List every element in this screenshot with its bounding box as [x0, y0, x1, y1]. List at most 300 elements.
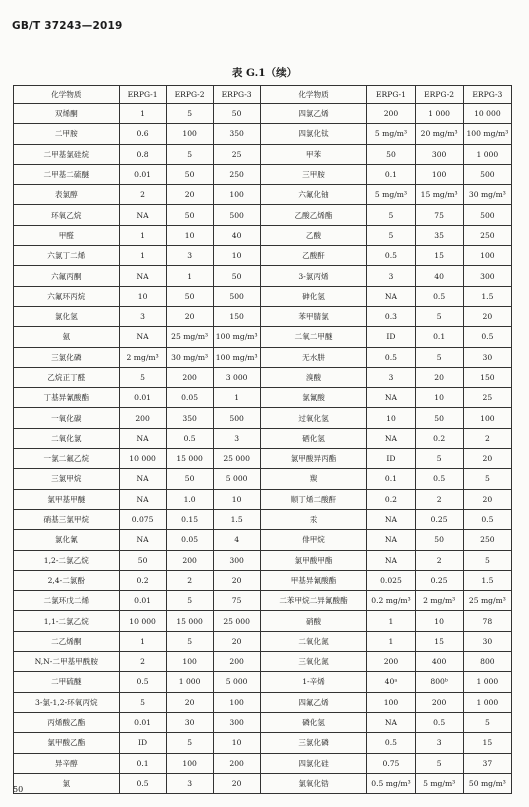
erpg-value-cell: 300 [415, 144, 463, 164]
chemical-name-cell: 3-氯-1,2-环氧丙烷 [14, 692, 120, 712]
chemical-name-cell: 硒化氢 [260, 428, 367, 448]
chemical-name-cell: 二乙烯酮 [14, 631, 120, 651]
chemical-name-cell: 苯甲腈氯 [260, 306, 367, 326]
chemical-name-cell: 二氧化氯 [14, 428, 120, 448]
chemical-name-cell: 氨 [14, 327, 120, 347]
erpg-value-cell: 0.01 [119, 164, 166, 184]
erpg-value-cell: 0.05 [166, 530, 213, 550]
erpg-value-cell: 35 [415, 225, 463, 245]
erpg-value-cell: 0.2 [415, 428, 463, 448]
erpg-value-cell: 500 [213, 286, 260, 306]
erpg-value-cell: 100 [415, 164, 463, 184]
erpg-value-cell: 0.05 [166, 388, 213, 408]
erpg-value-cell: 20 [213, 631, 260, 651]
erpg-value-cell: 200 [367, 104, 415, 124]
table-row [14, 550, 512, 570]
erpg-value-cell: 40ᵃ [367, 672, 415, 692]
erpg-value-cell: 500 [213, 205, 260, 225]
erpg-value-cell: 350 [213, 124, 260, 144]
table-row [14, 652, 512, 672]
chemical-name-cell: 氯甲酸甲酯 [260, 550, 367, 570]
erpg-value-cell: 0.2 mg/m³ [367, 591, 415, 611]
erpg-value-cell: 0.1 [367, 469, 415, 489]
erpg-value-cell: NA [367, 712, 415, 732]
erpg-value-cell: 0.5 [463, 509, 511, 529]
erpg-value-cell: 500 [463, 164, 511, 184]
chemical-name-cell: 羰 [260, 469, 367, 489]
erpg-value-cell: 1.5 [463, 570, 511, 590]
erpg-value-cell: 50 [415, 408, 463, 428]
erpg-value-cell: 30 mg/m³ [166, 347, 213, 367]
erpg-value-cell: 250 [213, 164, 260, 184]
erpg-value-cell: 2 [463, 428, 511, 448]
erpg-value-cell: 3 [119, 306, 166, 326]
erpg-value-cell: 800ᵇ [415, 672, 463, 692]
erpg-value-cell: 1 [367, 611, 415, 631]
erpg-value-cell: 10 000 [119, 611, 166, 631]
erpg-value-cell: NA [367, 550, 415, 570]
erpg-value-cell: 100 [213, 185, 260, 205]
erpg-value-cell: 0.1 [119, 753, 166, 773]
erpg-value-cell: NA [119, 205, 166, 225]
erpg-value-cell: 400 [415, 652, 463, 672]
erpg-value-cell: 10 [213, 733, 260, 753]
chemical-name-cell: 乙酸乙烯酯 [260, 205, 367, 225]
erpg-value-cell: 10 000 [463, 104, 511, 124]
erpg-value-cell: 0.25 [415, 509, 463, 529]
erpg-value-cell: 0.6 [119, 124, 166, 144]
table-row [14, 692, 512, 712]
erpg-value-cell: 40 [415, 266, 463, 286]
erpg-value-cell: 2 [415, 550, 463, 570]
table-row [14, 205, 512, 225]
erpg-value-cell: NA [119, 327, 166, 347]
erpg-value-cell: NA [367, 428, 415, 448]
erpg-value-cell: 200 [213, 753, 260, 773]
erpg-value-cell: 2 [119, 652, 166, 672]
erpg-value-cell: 1.5 [213, 509, 260, 529]
erpg-value-cell: NA [367, 388, 415, 408]
column-header: ERPG-2 [166, 86, 213, 104]
erpg-value-cell: 0.5 mg/m³ [367, 773, 415, 793]
erpg-value-cell: 50 [166, 164, 213, 184]
erpg-value-cell: 20 [463, 449, 511, 469]
erpg-value-cell: 2 mg/m³ [119, 347, 166, 367]
chemical-name-cell: 双烯酮 [14, 104, 120, 124]
chemical-name-cell: 氯氧化锆 [260, 773, 367, 793]
erpg-value-cell: 1 000 [166, 672, 213, 692]
erpg-value-cell: 20 [213, 773, 260, 793]
erpg-value-cell: 1 [119, 104, 166, 124]
chemical-name-cell: 氯氰酸 [260, 388, 367, 408]
erpg-value-cell: 200 [213, 652, 260, 672]
erpg-value-cell: 0.2 [119, 570, 166, 590]
erpg-value-cell: NA [119, 530, 166, 550]
chemical-name-cell: 异辛醇 [14, 753, 120, 773]
chemical-name-cell: 硝基三氯甲烷 [14, 509, 120, 529]
erpg-value-cell: 20 [213, 570, 260, 590]
chemical-name-cell: 三氯化磷 [260, 733, 367, 753]
erpg-value-cell: NA [119, 428, 166, 448]
chemical-name-cell: 氯甲酸乙酯 [14, 733, 120, 753]
chemical-name-cell: 3-氯丙烯 [260, 266, 367, 286]
erpg-value-cell: NA [367, 286, 415, 306]
table-row [14, 327, 512, 347]
erpg-value-cell: 5 [119, 367, 166, 387]
erpg-value-cell: 78 [463, 611, 511, 631]
erpg-value-cell: 5 000 [213, 672, 260, 692]
table-row [14, 733, 512, 753]
erpg-value-cell: NA [119, 266, 166, 286]
chemical-name-cell: 氯化氰 [14, 530, 120, 550]
chemical-name-cell: 二氧化氮 [260, 631, 367, 651]
erpg-value-cell: 10 [213, 246, 260, 266]
erpg-value-cell: 15 [463, 733, 511, 753]
erpg-value-cell: 300 [213, 550, 260, 570]
erpg-value-cell: 5 [166, 591, 213, 611]
table-row [14, 367, 512, 387]
erpg-value-cell: 37 [463, 753, 511, 773]
erpg-value-cell: 200 [415, 692, 463, 712]
erpg-value-cell: 3 [213, 428, 260, 448]
table-row [14, 286, 512, 306]
erpg-value-cell: 5 [166, 104, 213, 124]
erpg-value-cell: 3 000 [213, 367, 260, 387]
erpg-value-cell: 25 000 [213, 449, 260, 469]
chemical-name-cell: 溴酸 [260, 367, 367, 387]
erpg-value-cell: 10 [213, 489, 260, 509]
erpg-value-cell: 1 000 [463, 144, 511, 164]
erpg-value-cell: 15 [415, 631, 463, 651]
erpg-value-cell: 1 [166, 266, 213, 286]
erpg-value-cell: 500 [463, 205, 511, 225]
erpg-value-cell: 2 [415, 489, 463, 509]
erpg-value-cell: 50 [213, 266, 260, 286]
erpg-value-cell: 5 [463, 469, 511, 489]
erpg-value-cell: 100 [166, 124, 213, 144]
chemical-name-cell: 氯甲基甲醚 [14, 489, 120, 509]
chemical-name-cell: 二苯甲烷二异氰酸酯 [260, 591, 367, 611]
chemical-name-cell: 氯甲酸异丙酯 [260, 449, 367, 469]
erpg-value-cell: 5 [415, 449, 463, 469]
erpg-value-cell: 20 [463, 489, 511, 509]
erpg-value-cell: 200 [119, 408, 166, 428]
chemical-name-cell: 一氯二氟乙烷 [14, 449, 120, 469]
chemical-name-cell: 六氟化铀 [260, 185, 367, 205]
chemical-name-cell: 甲苯 [260, 144, 367, 164]
erpg-value-cell: 5 [119, 692, 166, 712]
table-row [14, 773, 512, 793]
erpg-value-cell: 0.01 [119, 591, 166, 611]
erpg-value-cell: 10 [415, 388, 463, 408]
table-row [14, 489, 512, 509]
erpg-value-cell: 75 [213, 591, 260, 611]
erpg-value-cell: 0.2 [367, 489, 415, 509]
table-row [14, 570, 512, 590]
erpg-value-cell: 0.3 [367, 306, 415, 326]
erpg-value-cell: 40 [213, 225, 260, 245]
column-header: 化学物质 [14, 86, 120, 104]
table-row [14, 672, 512, 692]
chemical-name-cell: 1-辛烯 [260, 672, 367, 692]
erpg-value-cell: 200 [166, 550, 213, 570]
table-row [14, 753, 512, 773]
chemical-name-cell: 乙烷正丁醛 [14, 367, 120, 387]
erpg-value-cell: 50 [367, 144, 415, 164]
table-row [14, 611, 512, 631]
table-row [14, 509, 512, 529]
erpg-value-cell: 100 [166, 753, 213, 773]
erpg-value-cell: 0.1 [415, 327, 463, 347]
chemical-name-cell: 一氧化碳 [14, 408, 120, 428]
erpg-value-cell: 5 [463, 550, 511, 570]
table-row [14, 306, 512, 326]
chemical-name-cell: 氯 [14, 773, 120, 793]
table-row [14, 428, 512, 448]
table-row [14, 246, 512, 266]
chemical-name-cell: 六氟丙酮 [14, 266, 120, 286]
erpg-value-cell: 0.5 [463, 327, 511, 347]
erpg-value-cell: 3 [166, 773, 213, 793]
erpg-value-cell: 15 [415, 246, 463, 266]
erpg-value-cell: 30 mg/m³ [463, 185, 511, 205]
table-row [14, 124, 512, 144]
erpg-value-cell: 50 mg/m³ [463, 773, 511, 793]
chemical-name-cell: 砷化氢 [260, 286, 367, 306]
erpg-value-cell: 5 [367, 225, 415, 245]
erpg-value-cell: 3 [166, 246, 213, 266]
chemical-name-cell: 二甲胺 [14, 124, 120, 144]
table-row [14, 469, 512, 489]
chemical-name-cell: 四氯乙烯 [260, 104, 367, 124]
erpg-value-cell: 4 [213, 530, 260, 550]
erpg-value-cell: 1 [119, 225, 166, 245]
chemical-name-cell: 六氟环丙烷 [14, 286, 120, 306]
erpg-value-cell: 5 [166, 631, 213, 651]
erpg-value-cell: 300 [463, 266, 511, 286]
table-row [14, 144, 512, 164]
erpg-value-cell: 5 [415, 347, 463, 367]
erpg-value-cell: 5 [415, 753, 463, 773]
erpg-value-cell: 20 [166, 306, 213, 326]
table-body [14, 104, 512, 794]
erpg-value-cell: 20 [166, 692, 213, 712]
chemical-name-cell: 汞 [260, 509, 367, 529]
erpg-value-cell: 5 mg/m³ [415, 773, 463, 793]
erpg-value-cell: 2 [119, 185, 166, 205]
erpg-value-cell: 3 [415, 733, 463, 753]
erpg-value-cell: 150 [463, 367, 511, 387]
erpg-value-cell: 500 [213, 408, 260, 428]
chemical-name-cell: 俳甲烷 [260, 530, 367, 550]
erpg-value-cell: 250 [463, 225, 511, 245]
erpg-value-cell: 5 000 [213, 469, 260, 489]
chemical-name-cell: 磷化氢 [260, 712, 367, 732]
erpg-value-cell: 5 [415, 306, 463, 326]
table-row [14, 408, 512, 428]
chemical-name-cell: 三氯化磷 [14, 347, 120, 367]
erpg-value-cell: 15 000 [166, 611, 213, 631]
erpg-value-cell: ID [367, 327, 415, 347]
chemical-name-cell: 乙酸 [260, 225, 367, 245]
erpg-value-cell: 0.5 [367, 347, 415, 367]
chemical-name-cell: 四氟乙烯 [260, 692, 367, 712]
erpg-value-cell: 10 [166, 225, 213, 245]
erpg-value-cell: 75 [415, 205, 463, 225]
chemical-name-cell: 甲基异氰酸酯 [260, 570, 367, 590]
erpg-value-cell: 25 [213, 144, 260, 164]
erpg-value-cell: 1 [367, 631, 415, 651]
erpg-value-cell: 1 [213, 388, 260, 408]
erpg-table [13, 85, 512, 794]
erpg-value-cell: 20 [415, 367, 463, 387]
erpg-value-cell: 1 [119, 631, 166, 651]
chemical-name-cell: 丁基异氰酸酯 [14, 388, 120, 408]
erpg-value-cell: 10 000 [119, 449, 166, 469]
erpg-value-cell: 20 [166, 185, 213, 205]
erpg-value-cell: 2 [166, 570, 213, 590]
erpg-value-cell: 50 [119, 550, 166, 570]
standard-number: GB/T 37243—2019 [12, 20, 123, 32]
erpg-value-cell: 25 mg/m³ [463, 591, 511, 611]
erpg-value-cell: 15 mg/m³ [415, 185, 463, 205]
chemical-name-cell: 过氧化氢 [260, 408, 367, 428]
erpg-value-cell: 0.075 [119, 509, 166, 529]
column-header: ERPG-2 [415, 86, 463, 104]
erpg-value-cell: 30 [463, 631, 511, 651]
chemical-name-cell: 四氯化钛 [260, 124, 367, 144]
erpg-value-cell: 1 [119, 246, 166, 266]
chemical-name-cell: 乙酸酐 [260, 246, 367, 266]
erpg-value-cell: 0.5 [367, 733, 415, 753]
erpg-value-cell: 1.5 [463, 286, 511, 306]
erpg-value-cell: 3 [367, 266, 415, 286]
erpg-value-cell: 200 [367, 652, 415, 672]
erpg-value-cell: 0.01 [119, 712, 166, 732]
erpg-value-cell: 50 [415, 530, 463, 550]
table-row [14, 449, 512, 469]
erpg-value-cell: 100 mg/m³ [213, 347, 260, 367]
chemical-name-cell: 甲醛 [14, 225, 120, 245]
erpg-value-cell: 5 mg/m³ [367, 185, 415, 205]
chemical-name-cell: 二甲基二硫醚 [14, 164, 120, 184]
chemical-name-cell: 二氧二甲醚 [260, 327, 367, 347]
table-row [14, 104, 512, 124]
erpg-value-cell: NA [367, 509, 415, 529]
erpg-value-cell: 0.15 [166, 509, 213, 529]
chemical-name-cell: 硝酸 [260, 611, 367, 631]
chemical-name-cell: 1,1-二氯乙烷 [14, 611, 120, 631]
chemical-name-cell: 二甲基氯硅烷 [14, 144, 120, 164]
table-header-row [14, 86, 512, 104]
erpg-value-cell: 5 [367, 205, 415, 225]
erpg-value-cell: 30 [463, 347, 511, 367]
erpg-value-cell: 100 [213, 692, 260, 712]
erpg-value-cell: 0.25 [415, 570, 463, 590]
column-header: ERPG-1 [119, 86, 166, 104]
erpg-value-cell: 3 [367, 367, 415, 387]
erpg-value-cell: 0.75 [367, 753, 415, 773]
erpg-value-cell: 10 [415, 611, 463, 631]
table-row [14, 185, 512, 205]
erpg-value-cell: 1.0 [166, 489, 213, 509]
table-row [14, 347, 512, 367]
column-header: ERPG-1 [367, 86, 415, 104]
chemical-name-cell: 氯化氢 [14, 306, 120, 326]
table-row [14, 631, 512, 651]
erpg-value-cell: 20 [463, 306, 511, 326]
chemical-name-cell: 二氯环戊二烯 [14, 591, 120, 611]
page-number: 50 [13, 785, 24, 794]
erpg-value-cell: 30 [166, 712, 213, 732]
erpg-value-cell: ID [367, 449, 415, 469]
erpg-value-cell: 1 000 [463, 692, 511, 712]
erpg-value-cell: NA [119, 489, 166, 509]
erpg-value-cell: 15 000 [166, 449, 213, 469]
erpg-value-cell: 0.5 [415, 469, 463, 489]
erpg-value-cell: 200 [166, 367, 213, 387]
erpg-value-cell: 25 000 [213, 611, 260, 631]
chemical-name-cell: 四氯化硅 [260, 753, 367, 773]
erpg-value-cell: 5 [166, 144, 213, 164]
erpg-value-cell: 0.025 [367, 570, 415, 590]
erpg-value-cell: 300 [213, 712, 260, 732]
erpg-value-cell: 5 mg/m³ [367, 124, 415, 144]
erpg-value-cell: 0.5 [119, 672, 166, 692]
erpg-value-cell: 0.5 [367, 246, 415, 266]
chemical-name-cell: 2,4-二氯酚 [14, 570, 120, 590]
chemical-name-cell: 三氧化氮 [260, 652, 367, 672]
erpg-value-cell: NA [119, 469, 166, 489]
erpg-value-cell: 5 [463, 712, 511, 732]
erpg-value-cell: 10 [367, 408, 415, 428]
erpg-value-cell: 100 [463, 246, 511, 266]
chemical-name-cell: 二甲硫醚 [14, 672, 120, 692]
table-row [14, 164, 512, 184]
column-header: ERPG-3 [213, 86, 260, 104]
erpg-value-cell: ID [119, 733, 166, 753]
chemical-name-cell: 丙烯酸乙酯 [14, 712, 120, 732]
erpg-value-cell: 1 000 [463, 672, 511, 692]
chemical-name-cell: 环氧乙烷 [14, 205, 120, 225]
table-row [14, 388, 512, 408]
chemical-name-cell: 六氯丁二烯 [14, 246, 120, 266]
erpg-value-cell: 800 [463, 652, 511, 672]
erpg-value-cell: 2 mg/m³ [415, 591, 463, 611]
erpg-value-cell: 350 [166, 408, 213, 428]
erpg-value-cell: 0.5 [415, 712, 463, 732]
chemical-name-cell: N,N-二甲基甲酰胺 [14, 652, 120, 672]
erpg-value-cell: 0.5 [415, 286, 463, 306]
erpg-value-cell: 150 [213, 306, 260, 326]
table-row [14, 530, 512, 550]
erpg-value-cell: NA [367, 530, 415, 550]
chemical-name-cell: 无水肼 [260, 347, 367, 367]
table-row [14, 712, 512, 732]
table-row [14, 225, 512, 245]
erpg-value-cell: 0.8 [119, 144, 166, 164]
erpg-value-cell: 0.5 [119, 773, 166, 793]
erpg-value-cell: 50 [166, 286, 213, 306]
erpg-value-cell: 100 mg/m³ [213, 327, 260, 347]
chemical-name-cell: 顺丁烯二酸酐 [260, 489, 367, 509]
column-header: ERPG-3 [463, 86, 511, 104]
erpg-value-cell: 20 mg/m³ [415, 124, 463, 144]
erpg-value-cell: 5 [166, 733, 213, 753]
table-row [14, 266, 512, 286]
column-header: 化学物质 [260, 86, 367, 104]
erpg-value-cell: 100 [367, 692, 415, 712]
